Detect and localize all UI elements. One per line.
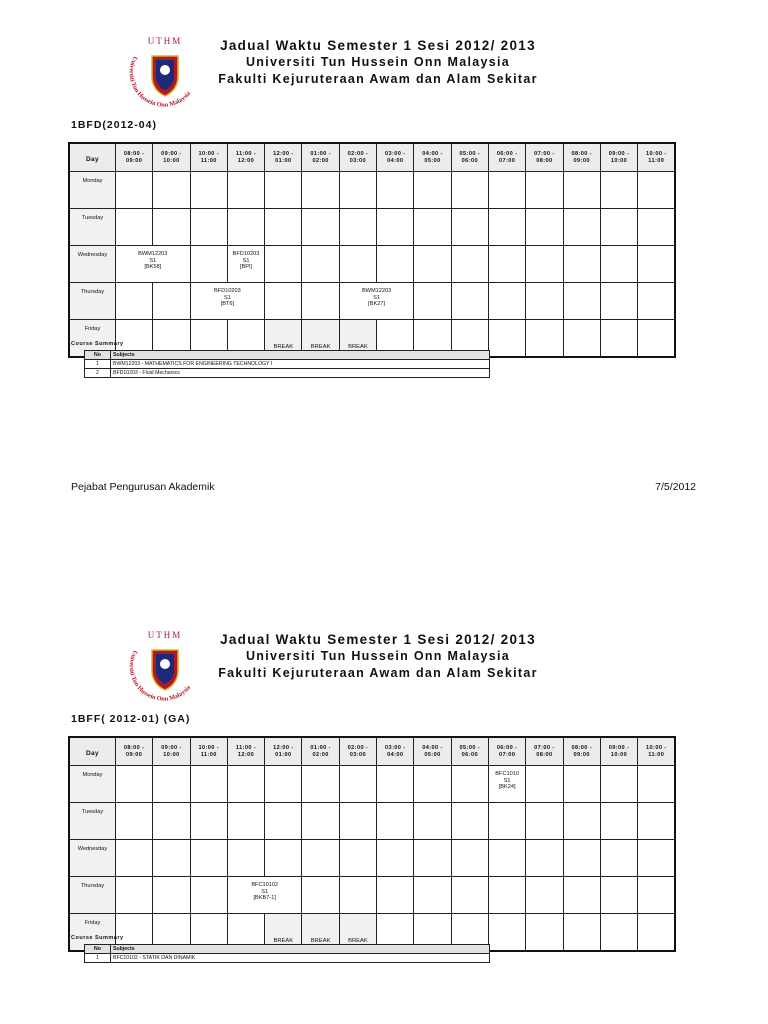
empty-slot	[339, 840, 376, 877]
day-row	[69, 840, 675, 877]
empty-slot	[638, 803, 676, 840]
empty-slot	[190, 246, 227, 283]
empty-slot	[638, 840, 676, 877]
empty-slot	[190, 209, 227, 246]
empty-slot	[488, 246, 525, 283]
empty-slot	[563, 246, 600, 283]
day-row	[69, 246, 675, 283]
empty-slot	[265, 172, 302, 209]
empty-slot	[638, 246, 676, 283]
empty-slot	[302, 803, 339, 840]
course-summary-label: Course Summary	[71, 341, 124, 347]
time-slot-header: 10:00 - 11:00	[190, 737, 227, 766]
empty-slot	[339, 172, 376, 209]
empty-slot	[526, 803, 563, 840]
empty-slot	[339, 246, 376, 283]
logo-top-text: UTHM	[147, 36, 183, 46]
empty-slot	[638, 914, 676, 952]
empty-slot	[526, 246, 563, 283]
empty-slot	[153, 766, 190, 803]
day-label: Monday	[69, 172, 116, 209]
empty-slot	[526, 172, 563, 209]
empty-slot	[302, 209, 339, 246]
empty-slot	[563, 877, 600, 914]
empty-slot	[302, 172, 339, 209]
empty-slot	[488, 283, 525, 320]
day-label: Thursday	[69, 283, 116, 320]
empty-slot	[302, 246, 339, 283]
empty-slot	[526, 209, 563, 246]
break-cell: BREAK	[302, 914, 339, 952]
time-slot-header: 09:00 - 10:00	[153, 143, 190, 172]
timetable-grid	[68, 736, 676, 952]
course-summary-table	[84, 944, 490, 963]
summary-subjects-header: Subjects	[111, 945, 490, 954]
empty-slot	[563, 283, 600, 320]
time-slot-header: 05:00 - 06:00	[451, 737, 488, 766]
time-slot-header: 10:00 - 11:00	[638, 143, 676, 172]
empty-slot	[414, 283, 451, 320]
empty-slot	[600, 320, 637, 358]
empty-slot	[190, 840, 227, 877]
title-line-2: Universiti Tun Hussein Onn Malaysia	[245, 55, 511, 69]
empty-slot	[638, 877, 676, 914]
time-slot-header: 09:00 - 10:00	[600, 143, 637, 172]
time-slot-header: 02:00 - 03:00	[339, 143, 376, 172]
empty-slot	[377, 209, 414, 246]
day-label: Monday	[69, 766, 116, 803]
empty-slot	[377, 766, 414, 803]
empty-slot	[451, 840, 488, 877]
summary-no: 1	[85, 954, 111, 963]
empty-slot	[414, 246, 451, 283]
logo-top-text: UTHM	[147, 630, 183, 640]
empty-slot	[563, 840, 600, 877]
time-slot-header: 07:00 - 08:00	[526, 143, 563, 172]
empty-slot	[563, 914, 600, 952]
empty-slot	[302, 766, 339, 803]
time-slot-header: 04:00 - 05:00	[414, 737, 451, 766]
time-slot-header: 05:00 - 06:00	[451, 143, 488, 172]
empty-slot	[190, 877, 227, 914]
empty-slot	[638, 172, 676, 209]
empty-slot	[190, 172, 227, 209]
time-slot-header: 07:00 - 08:00	[526, 737, 563, 766]
day-row	[69, 172, 675, 209]
empty-slot	[488, 209, 525, 246]
empty-slot	[563, 172, 600, 209]
day-row	[69, 877, 675, 914]
empty-slot	[116, 209, 153, 246]
empty-slot	[377, 877, 414, 914]
class-cell: BFD10203 S1 [BT6]	[190, 283, 265, 320]
footer-office: Pejabat Pengurusan Akademik	[71, 481, 215, 493]
footer-date: 7/5/2012	[655, 481, 696, 493]
time-slot-header: 01:00 - 02:00	[302, 737, 339, 766]
empty-slot	[265, 840, 302, 877]
empty-slot	[600, 172, 637, 209]
break-cell: BREAK	[265, 320, 302, 358]
empty-slot	[451, 209, 488, 246]
empty-slot	[488, 914, 525, 952]
class-code: 1BFF( 2012-01) (GA)	[71, 713, 191, 725]
empty-slot	[265, 766, 302, 803]
empty-slot	[377, 246, 414, 283]
time-slot-header: 12:00 - 01:00	[265, 737, 302, 766]
empty-slot	[526, 877, 563, 914]
empty-slot	[265, 209, 302, 246]
day-row	[69, 803, 675, 840]
title-line-1: Jadual Waktu Semester 1 Sesi 2012/ 2013	[220, 632, 536, 647]
empty-slot	[526, 283, 563, 320]
empty-slot	[638, 209, 676, 246]
time-slot-header: 11:00 - 12:00	[227, 737, 264, 766]
empty-slot	[265, 283, 302, 320]
empty-slot	[488, 320, 525, 358]
empty-slot	[153, 172, 190, 209]
time-slot-header: 09:00 - 10:00	[153, 737, 190, 766]
title-line-3: Fakulti Kejuruteraan Awam dan Alam Sekitar	[218, 666, 538, 680]
empty-slot	[227, 803, 264, 840]
empty-slot	[153, 209, 190, 246]
empty-slot	[227, 766, 264, 803]
time-slot-header: 02:00 - 03:00	[339, 737, 376, 766]
empty-slot	[377, 840, 414, 877]
class-cell: BWM12203 S1 [BK27]	[339, 283, 414, 320]
class-cell: BFD10203 S1 [BPI]	[227, 246, 264, 283]
empty-slot	[451, 283, 488, 320]
day-row	[69, 209, 675, 246]
day-label: Wednesday	[69, 840, 116, 877]
empty-slot	[563, 209, 600, 246]
empty-slot	[414, 840, 451, 877]
day-label: Friday	[69, 320, 116, 358]
day-row	[69, 283, 675, 320]
empty-slot	[339, 877, 376, 914]
summary-subject: BFD10203 - Fluid Mechanics	[111, 369, 490, 378]
empty-slot	[339, 209, 376, 246]
class-cell: BFC1010 S1 [BK24]	[488, 766, 525, 803]
empty-slot	[153, 803, 190, 840]
empty-slot	[190, 766, 227, 803]
empty-slot	[600, 246, 637, 283]
summary-row	[85, 954, 490, 963]
empty-slot	[488, 877, 525, 914]
empty-slot	[638, 283, 676, 320]
summary-no-header: No	[85, 351, 111, 360]
empty-slot	[600, 840, 637, 877]
logo-arc-text: Universiti Tun Hussein Onn Malaysia	[127, 55, 193, 109]
empty-slot	[116, 766, 153, 803]
time-slot-header: 10:00 - 11:00	[190, 143, 227, 172]
empty-slot	[638, 320, 676, 358]
break-cell: BREAK	[339, 914, 376, 952]
empty-slot	[488, 840, 525, 877]
time-slot-header: 06:00 - 07:00	[488, 737, 525, 766]
empty-slot	[563, 803, 600, 840]
empty-slot	[451, 172, 488, 209]
uthm-logo	[124, 628, 206, 710]
empty-slot	[600, 877, 637, 914]
empty-slot	[488, 803, 525, 840]
empty-slot	[488, 172, 525, 209]
time-slot-header: 12:00 - 01:00	[265, 143, 302, 172]
empty-slot	[116, 840, 153, 877]
empty-slot	[451, 246, 488, 283]
class-cell: BFC10102 S1 [BKB7-1]	[227, 877, 302, 914]
empty-slot	[414, 172, 451, 209]
empty-slot	[414, 209, 451, 246]
class-code: 1BFD(2012-04)	[71, 119, 157, 131]
day-label: Tuesday	[69, 209, 116, 246]
empty-slot	[414, 766, 451, 803]
empty-slot	[600, 803, 637, 840]
empty-slot	[600, 914, 637, 952]
empty-slot	[153, 283, 190, 320]
empty-slot	[526, 840, 563, 877]
empty-slot	[600, 283, 637, 320]
empty-slot	[116, 877, 153, 914]
empty-slot	[153, 840, 190, 877]
empty-slot	[600, 766, 637, 803]
empty-slot	[563, 320, 600, 358]
empty-slot	[339, 803, 376, 840]
time-slot-header: 03:00 - 04:00	[377, 737, 414, 766]
time-slot-header: 11:00 - 12:00	[227, 143, 264, 172]
time-slot-header: 10:00 - 11:00	[638, 737, 676, 766]
class-cell: BWM12203 S1 [BK58]	[116, 246, 191, 283]
time-slot-header: 08:00 - 09:00	[116, 143, 153, 172]
break-cell: BREAK	[265, 914, 302, 952]
title-line-2: Universiti Tun Hussein Onn Malaysia	[245, 649, 511, 663]
summary-no: 1	[85, 360, 111, 369]
sheet-title	[200, 37, 556, 88]
time-slot-header: 06:00 - 07:00	[488, 143, 525, 172]
empty-slot	[526, 320, 563, 358]
day-label: Wednesday	[69, 246, 116, 283]
empty-slot	[153, 877, 190, 914]
empty-slot	[227, 209, 264, 246]
summary-subjects-header: Subjects	[111, 351, 490, 360]
time-slot-header: 03:00 - 04:00	[377, 143, 414, 172]
logo-arc-text: Universiti Tun Hussein Onn Malaysia	[127, 649, 193, 703]
summary-row	[85, 369, 490, 378]
empty-slot	[638, 766, 676, 803]
empty-slot	[600, 209, 637, 246]
empty-slot	[265, 803, 302, 840]
empty-slot	[414, 877, 451, 914]
title-line-3: Fakulti Kejuruteraan Awam dan Alam Sekitar	[218, 72, 538, 86]
break-cell: BREAK	[302, 320, 339, 358]
day-label: Friday	[69, 914, 116, 952]
course-summary-table	[84, 350, 490, 378]
time-slot-header: 01:00 - 02:00	[302, 143, 339, 172]
time-slot-header: 08:00 - 09:00	[563, 143, 600, 172]
uthm-logo	[124, 34, 206, 116]
empty-slot	[302, 877, 339, 914]
empty-slot	[302, 283, 339, 320]
empty-slot	[377, 803, 414, 840]
empty-slot	[414, 803, 451, 840]
course-summary-label: Course Summary	[71, 935, 124, 941]
empty-slot	[526, 914, 563, 952]
title-line-1: Jadual Waktu Semester 1 Sesi 2012/ 2013	[220, 38, 536, 53]
empty-slot	[302, 840, 339, 877]
empty-slot	[526, 766, 563, 803]
empty-slot	[377, 172, 414, 209]
day-header: Day	[69, 143, 116, 172]
day-label: Tuesday	[69, 803, 116, 840]
day-label: Thursday	[69, 877, 116, 914]
summary-no: 2	[85, 369, 111, 378]
time-slot-header: 04:00 - 05:00	[414, 143, 451, 172]
empty-slot	[116, 172, 153, 209]
summary-subject: BWM12203 - MATHEMATICS FOR ENGINEERING TECHNOLOGY I	[111, 360, 490, 369]
empty-slot	[339, 766, 376, 803]
empty-slot	[227, 172, 264, 209]
sheet-title	[200, 631, 556, 682]
empty-slot	[563, 766, 600, 803]
summary-row	[85, 360, 490, 369]
empty-slot	[451, 766, 488, 803]
empty-slot	[190, 803, 227, 840]
summary-no-header: No	[85, 945, 111, 954]
summary-subject: BFC10102 - STATIK DAN DINAMIK	[111, 954, 490, 963]
empty-slot	[451, 877, 488, 914]
day-header: Day	[69, 737, 116, 766]
empty-slot	[451, 803, 488, 840]
time-slot-header: 08:00 - 09:00	[116, 737, 153, 766]
break-cell: BREAK	[339, 320, 376, 358]
day-row	[69, 766, 675, 803]
time-slot-header: 08:00 - 09:00	[563, 737, 600, 766]
empty-slot	[116, 803, 153, 840]
timetable-grid	[68, 142, 676, 358]
empty-slot	[116, 283, 153, 320]
empty-slot	[227, 840, 264, 877]
empty-slot	[265, 246, 302, 283]
time-slot-header: 09:00 - 10:00	[600, 737, 637, 766]
